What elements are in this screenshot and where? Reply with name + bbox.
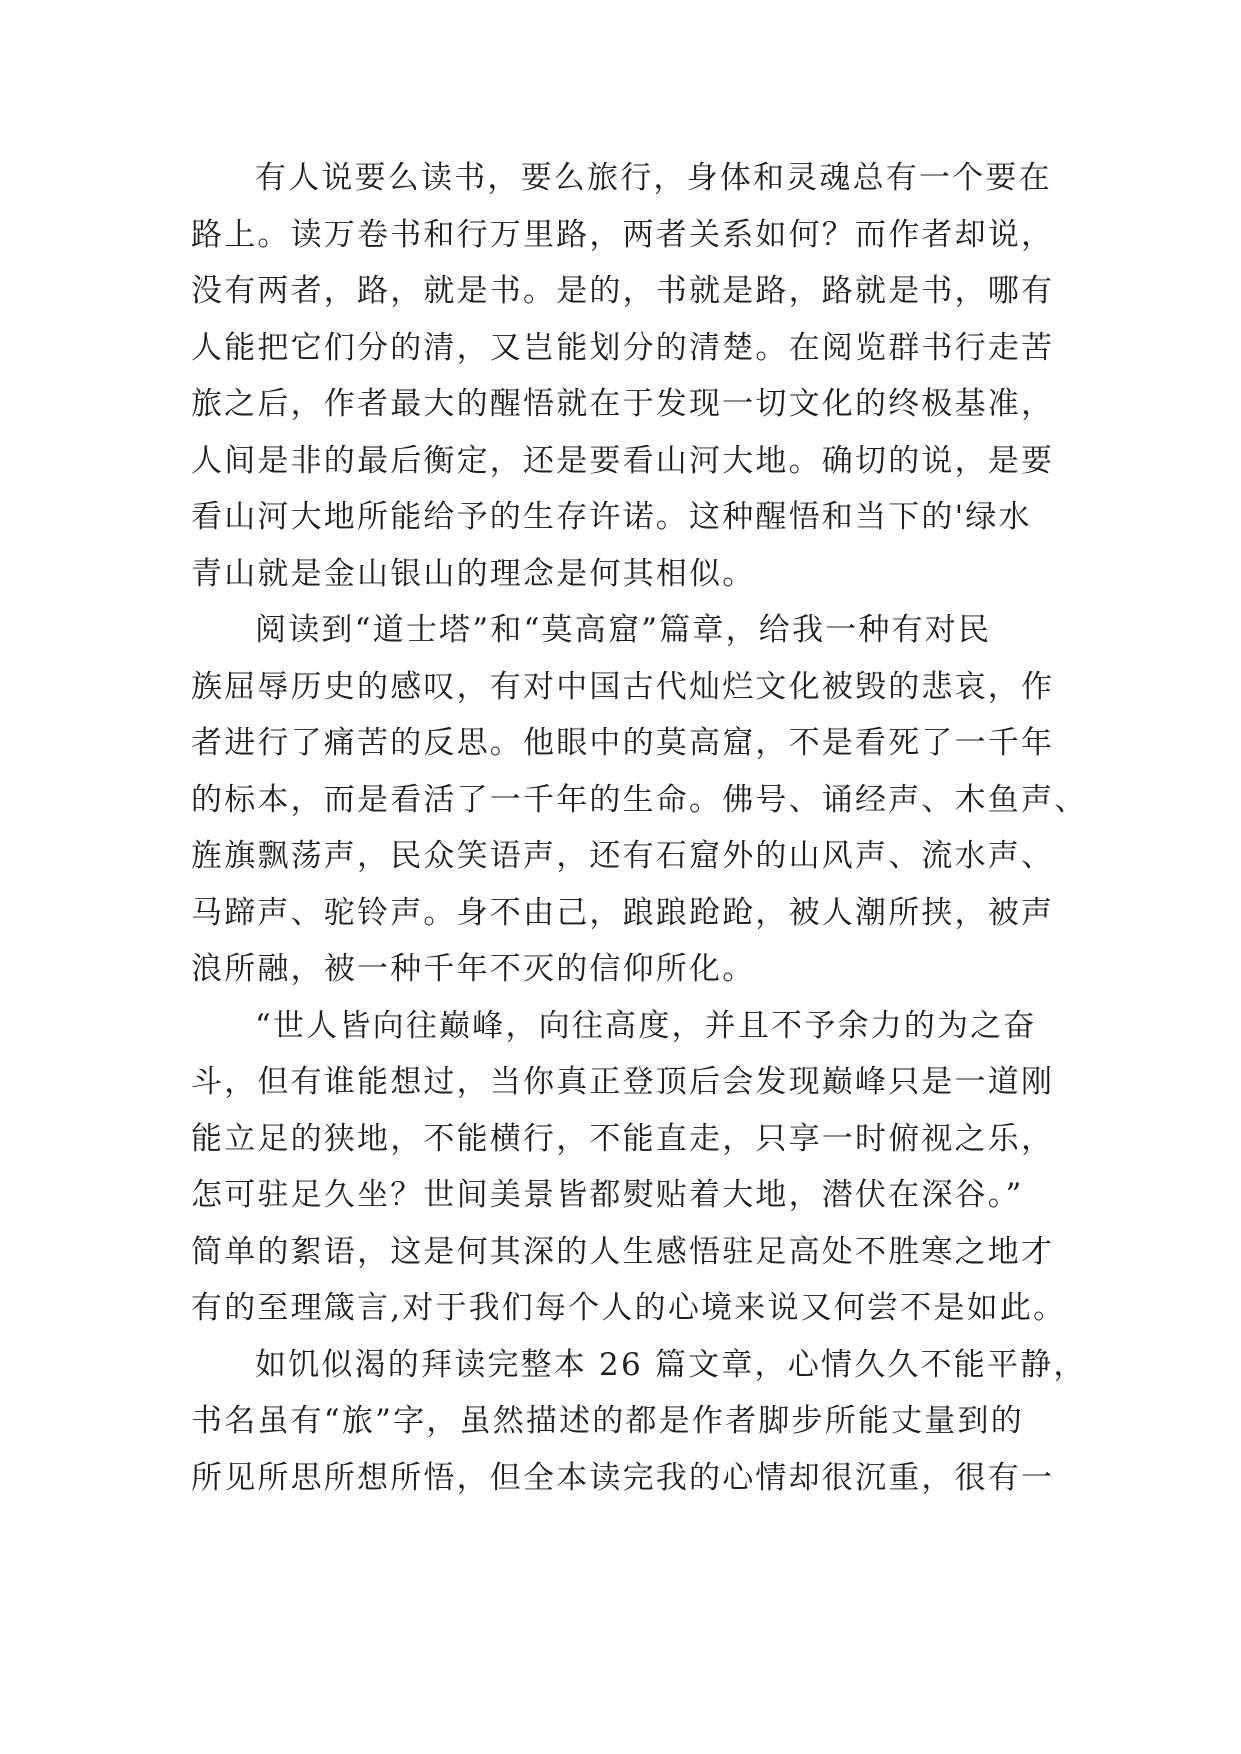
text-line: 看山河大地所能给予的生存许诺。这种醒悟和当下的'绿水 bbox=[191, 499, 1032, 535]
text-line: 马蹄声、驼铃声。身不由己，踉踉跄跄，被人潮所挟，被声 bbox=[191, 894, 1055, 931]
paragraph-4 bbox=[191, 1337, 1087, 1507]
text-line: 人能把它们分的清，又岂能划分的清楚。在阅览群书行走苦 bbox=[191, 329, 1055, 366]
text-line: 有的至理箴言,对于我们每个人的心境来说又何尝不是如此。 bbox=[191, 1290, 1067, 1326]
body-text bbox=[191, 150, 1088, 1506]
text-line: 有人说要么读书，要么旅行，身体和灵魂总有一个要在 bbox=[255, 160, 1052, 196]
text-line: 简单的絮语，这是何其深的人生感悟驻足高处不胜寒之地才 bbox=[191, 1233, 1055, 1270]
text-line: 旌旗飘荡声，民众笑语声，还有石窟外的山风声、流水声、 bbox=[191, 838, 1055, 874]
paragraph-3 bbox=[191, 998, 1067, 1337]
paragraph-1 bbox=[191, 150, 1061, 602]
text-line: 者进行了痛苦的反思。他眼中的莫高窟，不是看死了一千年 bbox=[191, 725, 1055, 761]
text-line: 青山就是金山银山的理念是何其相似。 bbox=[191, 555, 756, 592]
text-line: 族屈辱历史的感叹，有对中国古代灿烂文化被毁的悲哀，作 bbox=[191, 668, 1055, 705]
text-line: 浪所融，被一种千年不灭的信仰所化。 bbox=[191, 951, 756, 987]
paragraph-2 bbox=[191, 602, 1088, 998]
text-line: 的标本，而是看活了一千年的生命。佛号、诵经声、木鱼声、 bbox=[191, 781, 1088, 818]
text-line: 路上。读万卷书和行万里路，两者关系如何？而作者却说， bbox=[191, 216, 1055, 253]
text-line: 阅读到“道士塔”和“莫高窟”篇章，给我一种有对民 bbox=[255, 612, 992, 648]
text-line: 没有两者，路，就是书。是的，书就是路，路就是书，哪有 bbox=[191, 273, 1055, 309]
text-line: 怎可驻足久坐？世间美景皆都熨贴着大地，潜伏在深谷。” bbox=[191, 1177, 1024, 1213]
text-line: 能立足的狭地，不能横行，不能直走，只享一时俯视之乐， bbox=[191, 1120, 1055, 1157]
text-line: “世人皆向往巅峰，向往高度，并且不予余力的为之奋 bbox=[255, 1007, 1037, 1044]
text-line: 如饥似渴的拜读完整本 26 篇文章，心情久久不能平静， bbox=[255, 1346, 1087, 1383]
text-line: 旅之后，作者最大的醒悟就在于发现一切文化的终极基准， bbox=[191, 386, 1055, 422]
text-line: 人间是非的最后衡定，还是要看山河大地。确切的说，是要 bbox=[191, 442, 1055, 479]
text-line: 斗，但有谁能想过，当你真正登顶后会发现巅峰只是一道刚 bbox=[191, 1064, 1055, 1100]
text-line: 书名虽有“旅”字，虽然描述的都是作者脚步所能丈量到的 bbox=[191, 1403, 1024, 1439]
text-line: 所见所思所想所悟，但全本读完我的心情却很沉重，很有一 bbox=[191, 1459, 1055, 1496]
